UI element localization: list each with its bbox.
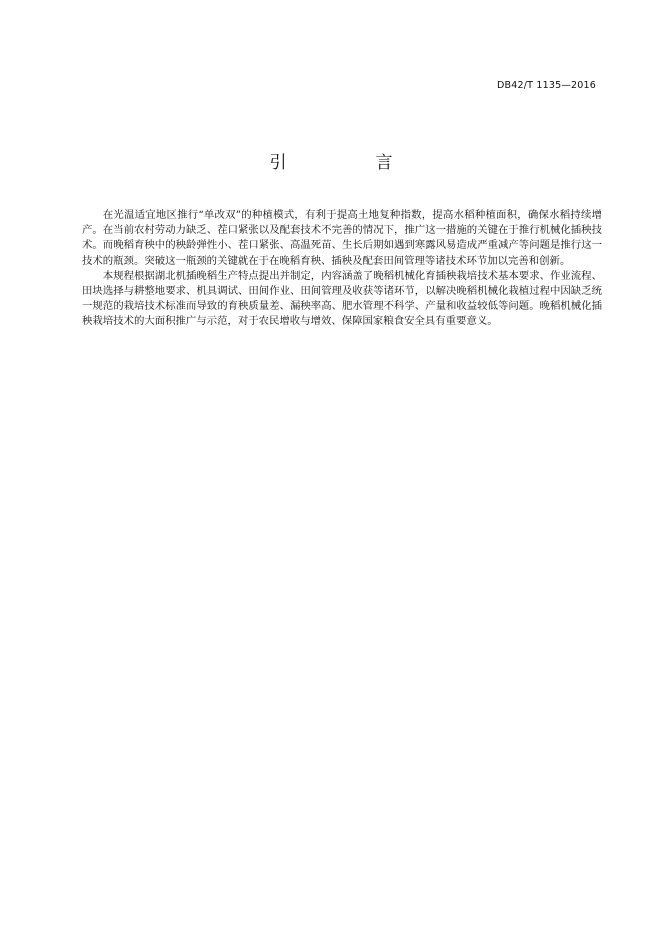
paragraph: 本规程根据湖北机插晚稻生产特点提出并制定，内容涵盖了晚稻机械化育插秧栽培技术基本要求、作业流程、田块选择与耕整地要求、机具调试、田间作业、田间管理及收获等诸环节，以解决晚稻机械化栽植过程中因缺乏统一规范的栽培技术标准而导致的育秧质量差、漏秧率高、肥水管理不科学、产量和收益较低等问题。晚稻机械化插秧栽培技术的大面积推广与示范，对于农民增收与增效、保障国家粮食安全具有重要意义。 [82,269,602,328]
page-title: 引 言 [269,153,429,173]
standard-code: DB42/T 1135—2016 [497,80,596,91]
paragraph: 在光温适宜地区推行“单改双”的种植模式，有利于提高土地复种指数，提高水稻种植面积，确保水稻持续增产。在当前农村劳动力缺乏、茬口紧张以及配套技术不完善的情况下，推广这一措施的关键在于推行机械化插秧技术。而晚稻育秧中的秧龄弹性小、茬口紧张、高温死苗、生长后期如遇到寒露风易造成严重减产等问题是推行这一技术的瓶颈。突破这一瓶颈的关键就在于在晚稻育秧、插秧及配套田间管理等诸技术环节加以完善和创新。 [82,209,602,267]
document-body [82,208,602,330]
